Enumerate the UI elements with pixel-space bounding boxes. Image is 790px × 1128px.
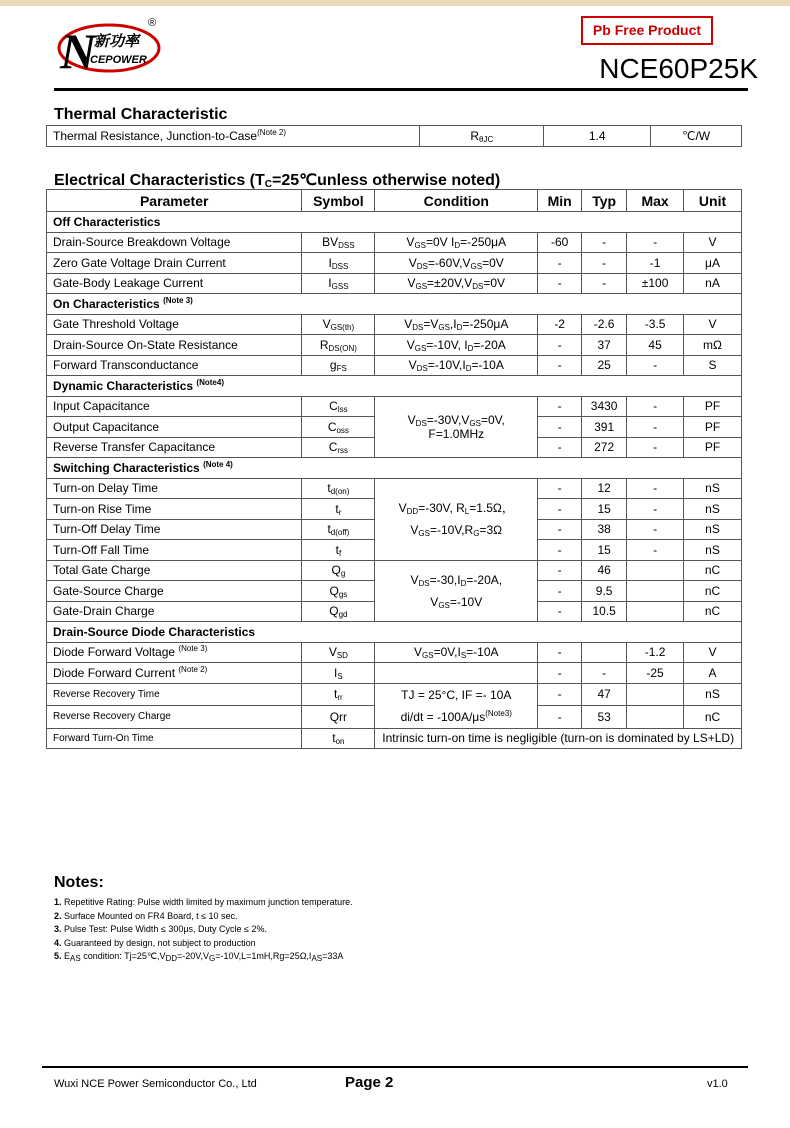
symbol: $R_{DS(ON)}$ <box>302 335 375 356</box>
pb-free-badge: Pb Free Product <box>581 16 713 45</box>
max: -25 <box>627 663 684 684</box>
param: Gate-Source Charge <box>47 581 302 602</box>
min: -60 <box>538 232 582 253</box>
footer-rule <box>42 1066 748 1068</box>
note-item: 2. Surface Mounted on FR4 Board, t ≤ 10 sec. <box>54 910 238 921</box>
max: - <box>627 519 684 540</box>
unit: A <box>684 663 742 684</box>
thermal-unit: ℃/W <box>651 126 742 147</box>
typ: - <box>582 232 627 253</box>
unit: μA <box>684 253 742 274</box>
unit: V <box>684 232 742 253</box>
unit: nC <box>684 560 742 581</box>
symbol: $t_f$ <box>302 540 375 561</box>
note-item: 4. Guaranteed by design, not subject to production <box>54 937 256 948</box>
condition: $V_{DD}=-30V$, $R_L=1.5\Omega$， $V_{GS}=-10V,R_G=3\Omega$ <box>375 478 538 560</box>
max <box>627 601 684 622</box>
param: Gate-Body Leakage Current <box>47 273 302 294</box>
min: - <box>538 396 582 417</box>
param: Zero Gate Voltage Drain Current <box>47 253 302 274</box>
typ: 3430 <box>582 396 627 417</box>
thermal-param: Thermal Resistance, Junction-to-Case$^{(Note 2)}$ <box>47 126 420 147</box>
max: - <box>627 417 684 438</box>
symbol: $BV_{DSS}$ <box>302 232 375 253</box>
table-row <box>47 663 742 684</box>
unit: V <box>684 314 742 335</box>
min: - <box>538 706 582 729</box>
min: - <box>538 683 582 706</box>
thermal-table <box>46 125 742 147</box>
max: -1.2 <box>627 642 684 663</box>
max <box>627 706 684 729</box>
min: - <box>538 335 582 356</box>
min: - <box>538 253 582 274</box>
max: ±100 <box>627 273 684 294</box>
notes-block <box>54 874 353 964</box>
max: -1 <box>627 253 684 274</box>
note-item: 5. $E_{AS}$ condition: $Tj=25℃,V_{DD}=-20V,V_G=-10V,L=1mH,Rg=25\Omega,I_{AS}=33A$ <box>54 951 344 963</box>
table-row <box>47 642 742 663</box>
typ: 391 <box>582 417 627 438</box>
unit: mΩ <box>684 335 742 356</box>
table-row <box>47 355 742 376</box>
col-min: Min <box>538 190 582 212</box>
table-row <box>47 396 742 417</box>
condition: TJ = 25°C, IF =- 10A $di/dt = -100A/\mu s^{(Note3)}$ <box>375 683 538 728</box>
min: - <box>538 601 582 622</box>
symbol: $V_{GS(th)}$ <box>302 314 375 335</box>
symbol: $t_{on}$ <box>302 728 375 749</box>
table-row <box>47 273 742 294</box>
symbol: $I_{DSS}$ <box>302 253 375 274</box>
col-parameter: Parameter <box>47 190 302 212</box>
typ: 272 <box>582 437 627 458</box>
typ: 15 <box>582 499 627 520</box>
max <box>627 560 684 581</box>
min: -2 <box>538 314 582 335</box>
min: - <box>538 355 582 376</box>
param: Drain-Source Breakdown Voltage <box>47 232 302 253</box>
min: - <box>538 560 582 581</box>
typ: 46 <box>582 560 627 581</box>
max: 45 <box>627 335 684 356</box>
condition: $V_{DS}=-30,I_D=-20A$, $V_{GS}=-10V$ <box>375 560 538 622</box>
unit: PF <box>684 396 742 417</box>
unit: nS <box>684 519 742 540</box>
symbol: $V_{SD}$ <box>302 642 375 663</box>
table-row <box>47 683 742 706</box>
max: - <box>627 499 684 520</box>
min: - <box>538 437 582 458</box>
condition: $V_{GS}=\pm 20V,V_{DS}=0V$ <box>375 273 538 294</box>
typ: - <box>582 273 627 294</box>
table-row <box>47 314 742 335</box>
unit: nS <box>684 478 742 499</box>
thermal-title: Thermal Characteristic <box>54 106 228 123</box>
ncepower-logo <box>54 16 164 80</box>
unit: nC <box>684 581 742 602</box>
symbol: $C_{lss}$ <box>302 396 375 417</box>
condition: $V_{DS}=-30V,V_{GS}=0V$, F=1.0MHz <box>375 396 538 458</box>
unit: nC <box>684 706 742 729</box>
notes-title: Notes: <box>54 874 104 891</box>
typ: -2.6 <box>582 314 627 335</box>
col-condition: Condition <box>375 190 538 212</box>
symbol: Qrr <box>302 706 375 729</box>
param: Turn-Off Fall Time <box>47 540 302 561</box>
max: - <box>627 232 684 253</box>
param: Gate Threshold Voltage <box>47 314 302 335</box>
param: Reverse Recovery Time <box>47 683 302 706</box>
condition: $V_{DS}=-10V,I_D=-10A$ <box>375 355 538 376</box>
unit: PF <box>684 417 742 438</box>
max: - <box>627 437 684 458</box>
part-number: NCE60P25K <box>599 53 758 84</box>
typ: 53 <box>582 706 627 729</box>
param: Reverse Recovery Charge <box>47 706 302 729</box>
param: Turn-on Delay Time <box>47 478 302 499</box>
typ: 10.5 <box>582 601 627 622</box>
min: - <box>538 581 582 602</box>
min: - <box>538 478 582 499</box>
typ <box>582 642 627 663</box>
unit: V <box>684 642 742 663</box>
condition <box>375 663 538 684</box>
typ: - <box>582 253 627 274</box>
typ: 25 <box>582 355 627 376</box>
table-row <box>47 728 742 749</box>
symbol: $C_{rss}$ <box>302 437 375 458</box>
param: Gate-Drain Charge <box>47 601 302 622</box>
logo-en: CEPOWER <box>90 54 147 66</box>
table-row <box>47 335 742 356</box>
symbol: $Q_g$ <box>302 560 375 581</box>
unit: nS <box>684 499 742 520</box>
min: - <box>538 663 582 684</box>
condition: $V_{DS}=-60V,V_{GS}=0V$ <box>375 253 538 274</box>
electrical-title: Electrical Characteristics ($T_C=25℃unless$ otherwise noted) <box>54 172 501 190</box>
table-header-row <box>47 190 742 212</box>
header-rule <box>54 88 748 91</box>
max: - <box>627 396 684 417</box>
condition: $V_{GS}=0V,I_S=-10A$ <box>375 642 538 663</box>
unit: nA <box>684 273 742 294</box>
max <box>627 683 684 706</box>
thermal-value: 1.4 <box>544 126 651 147</box>
footer-version: v1.0 <box>707 1078 728 1090</box>
symbol: $g_{FS}$ <box>302 355 375 376</box>
symbol: $t_{rr}$ <box>302 683 375 706</box>
param: Forward Turn-On Time <box>47 728 302 749</box>
note-item: 1. Repetitive Rating: Pulse width limited by maximum junction temperature. <box>54 897 353 907</box>
top-border <box>0 0 790 6</box>
typ: 38 <box>582 519 627 540</box>
max: - <box>627 540 684 561</box>
section-on: On Characteristics $^{(Note 3)}$ <box>47 294 742 315</box>
logo-registered: ® <box>148 17 157 29</box>
max <box>627 581 684 602</box>
typ: 12 <box>582 478 627 499</box>
min: - <box>538 273 582 294</box>
param: Turn-on Rise Time <box>47 499 302 520</box>
footer-company: Wuxi NCE Power Semiconductor Co., Ltd <box>54 1078 257 1090</box>
col-symbol: Symbol <box>302 190 375 212</box>
max: - <box>627 355 684 376</box>
section-diode: Drain-Source Diode Characteristics <box>47 622 742 643</box>
symbol: $t_{d(off)}$ <box>302 519 375 540</box>
symbol: $Q_{gd}$ <box>302 601 375 622</box>
param: Turn-Off Delay Time <box>47 519 302 540</box>
col-max: Max <box>627 190 684 212</box>
table-row <box>47 253 742 274</box>
unit: nS <box>684 540 742 561</box>
footer-page: Page 2 <box>345 1074 394 1091</box>
logo-initial: N <box>60 23 97 79</box>
min: - <box>538 642 582 663</box>
thermal-symbol: $R_{\theta JC}$ <box>420 126 544 147</box>
max: -3.5 <box>627 314 684 335</box>
section-off: Off Characteristics <box>47 212 742 233</box>
unit: nS <box>684 683 742 706</box>
min: - <box>538 499 582 520</box>
param: Output Capacitance <box>47 417 302 438</box>
condition: $V_{GS}=0V$ $I_D=-250\mu A$ <box>375 232 538 253</box>
electrical-table <box>46 189 742 749</box>
param: Reverse Transfer Capacitance <box>47 437 302 458</box>
symbol: $I_{GSS}$ <box>302 273 375 294</box>
col-typ: Typ <box>582 190 627 212</box>
symbol: $I_S$ <box>302 663 375 684</box>
param: Drain-Source On-State Resistance <box>47 335 302 356</box>
section-switching: Switching Characteristics $^{(Note 4)}$ <box>47 458 742 479</box>
unit: S <box>684 355 742 376</box>
param: Input Capacitance <box>47 396 302 417</box>
condition: Intrinsic turn-on time is negligible (turn-on is dominated by LS+LD) <box>375 728 742 749</box>
typ: - <box>582 663 627 684</box>
logo-cn: 新功率 <box>94 32 140 50</box>
typ: 9.5 <box>582 581 627 602</box>
condition: $V_{DS}=V_{GS},I_D=-250\mu A$ <box>375 314 538 335</box>
table-row <box>47 232 742 253</box>
typ: 47 <box>582 683 627 706</box>
symbol: $C_{oss}$ <box>302 417 375 438</box>
min: - <box>538 417 582 438</box>
section-dynamic: Dynamic Characteristics $^{(Note4)}$ <box>47 376 742 397</box>
condition: $V_{GS}=-10V$, $I_D=-20A$ <box>375 335 538 356</box>
table-row <box>47 560 742 581</box>
col-unit: Unit <box>684 190 742 212</box>
symbol: $t_r$ <box>302 499 375 520</box>
note-item: 3. Pulse Test: Pulse Width ≤ 300μs, Duty Cycle ≤ 2%. <box>54 924 268 934</box>
min: - <box>538 519 582 540</box>
param: Forward Transconductance <box>47 355 302 376</box>
unit: nC <box>684 601 742 622</box>
max: - <box>627 478 684 499</box>
table-row <box>47 478 742 499</box>
min: - <box>538 540 582 561</box>
symbol: $Q_{gs}$ <box>302 581 375 602</box>
typ: 37 <box>582 335 627 356</box>
unit: PF <box>684 437 742 458</box>
symbol: $t_{d(on)}$ <box>302 478 375 499</box>
param: Diode Forward Voltage $^{(Note 3)}$ <box>47 642 302 663</box>
param: Total Gate Charge <box>47 560 302 581</box>
param: Diode Forward Current $^{(Note 2)}$ <box>47 663 302 684</box>
typ: 15 <box>582 540 627 561</box>
